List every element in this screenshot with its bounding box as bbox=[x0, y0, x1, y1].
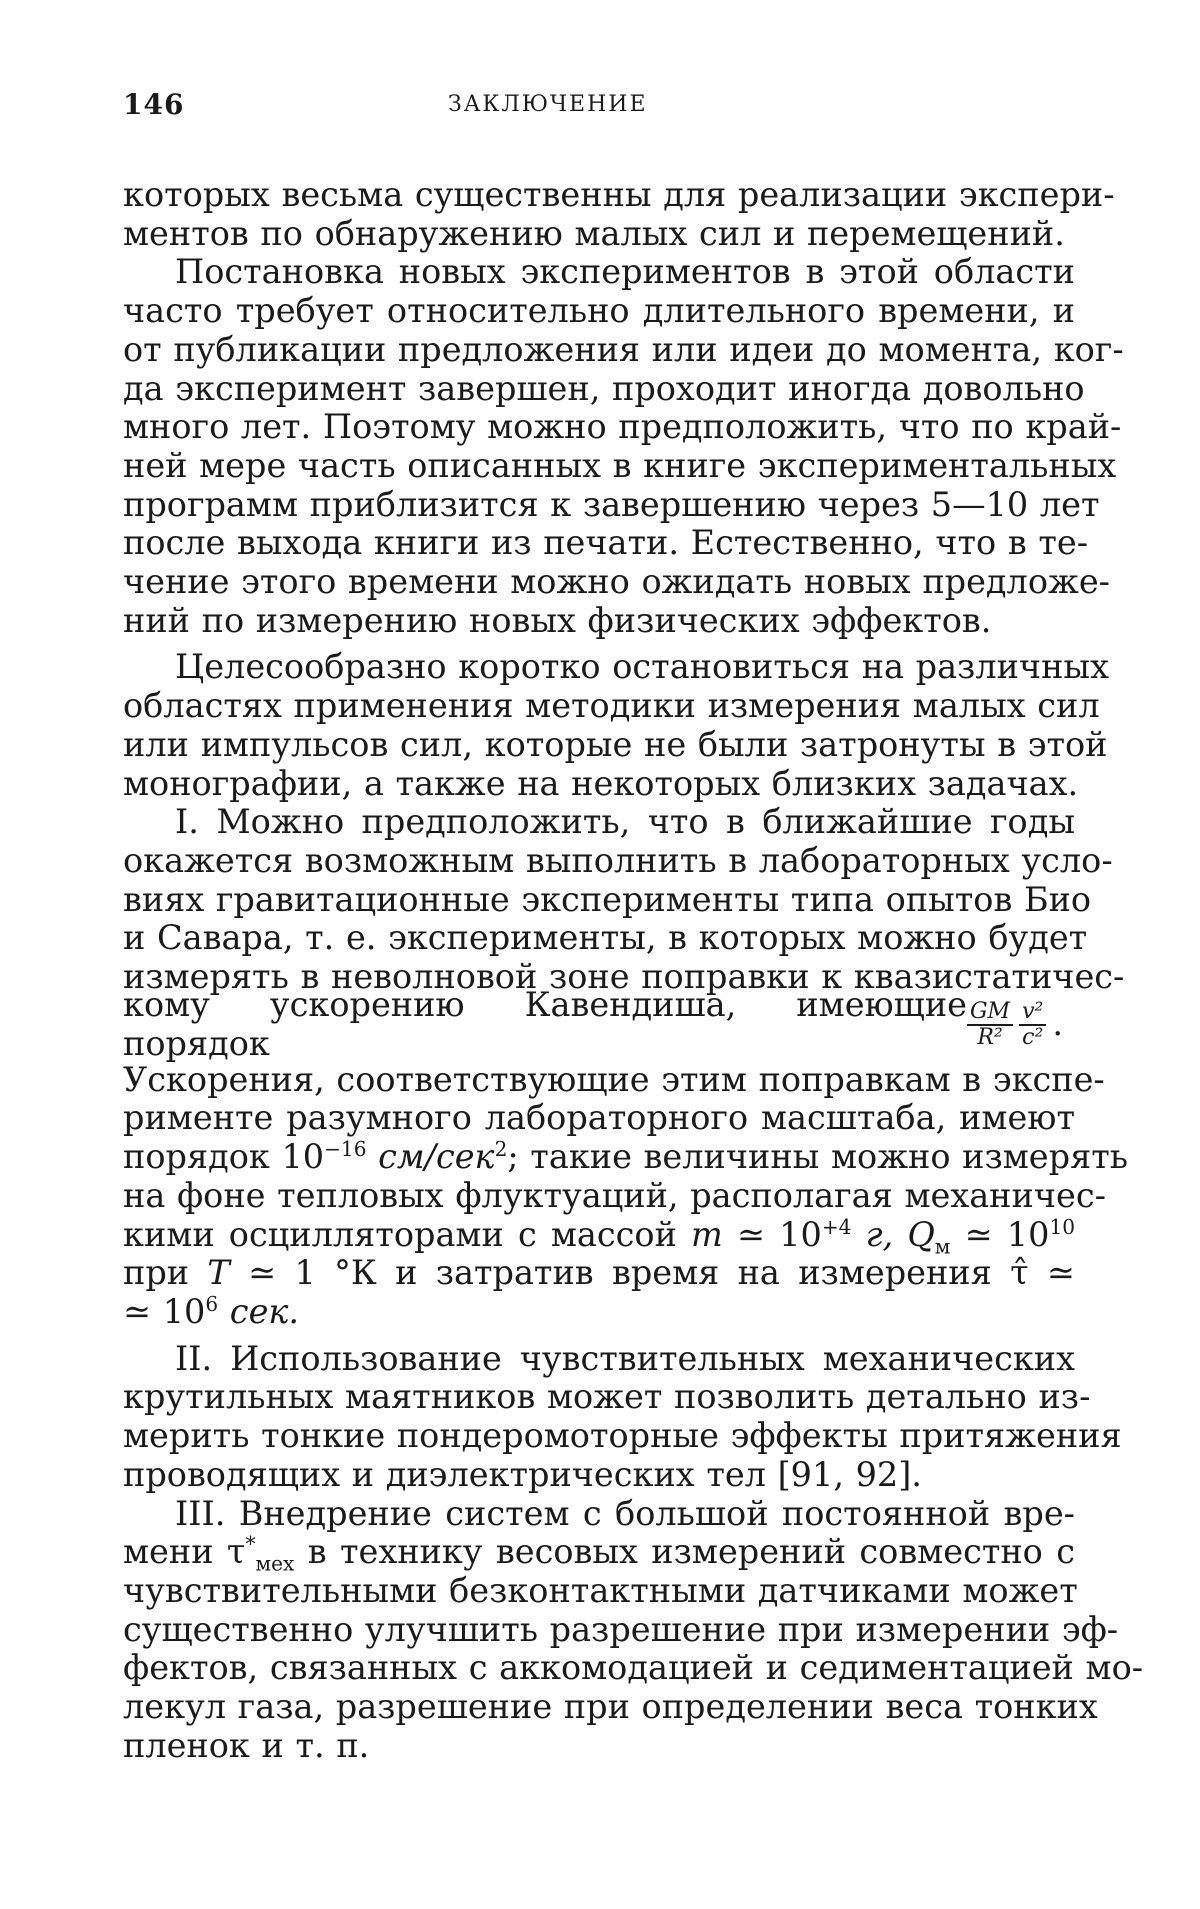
exponent: 2 bbox=[494, 1137, 508, 1162]
fraction-numerator: GM bbox=[967, 1000, 1013, 1026]
exponent: −16 bbox=[324, 1137, 367, 1162]
text-line: на фоне тепловых флуктуаций, располагая механичес- bbox=[123, 1175, 1106, 1215]
text-line: чение этого времени можно ожидать новых предложе- bbox=[123, 562, 1110, 602]
text-fragment: ; такие величины можно измерять bbox=[507, 1137, 1128, 1177]
text-line: крутильных маятников может позволить детально из- bbox=[123, 1377, 1091, 1417]
text-line: да эксперимент завершен, проходит иногда довольно bbox=[123, 368, 1085, 408]
text-line: лекул газа, разрешение при определении веса тонких bbox=[123, 1687, 1098, 1727]
text-line: монографии, а также на некоторых близких задачах. bbox=[123, 763, 1079, 803]
symbol-t: T bbox=[207, 1253, 230, 1293]
text-fragment: кому ускорению Кавендиша, имеющие порядок bbox=[123, 985, 967, 1063]
text-line: рименте разумного лабораторного масштаба, имеют bbox=[123, 1098, 1075, 1138]
text-line: III. Внедрение систем с большой постоянной вре- bbox=[175, 1493, 1075, 1533]
text-line: пленок и т. п. bbox=[123, 1725, 370, 1765]
subscript: м bbox=[934, 1234, 951, 1259]
unit-text: см/сек bbox=[366, 1137, 495, 1177]
page-number: 146 bbox=[123, 88, 185, 121]
paragraph-new-experiments bbox=[123, 252, 1124, 640]
text-line: II. Использование чувствительных механических bbox=[175, 1338, 1075, 1378]
symbol-q: Q bbox=[907, 1214, 935, 1254]
formula-line bbox=[123, 985, 1075, 1063]
text-fragment: мени τ bbox=[123, 1532, 246, 1572]
paragraph-item-2 bbox=[123, 1338, 1122, 1495]
paragraph-applications bbox=[123, 647, 1109, 803]
formula-period: . bbox=[1052, 1004, 1063, 1044]
text-fragment: при bbox=[123, 1253, 208, 1293]
text-line-temperature bbox=[123, 1254, 1075, 1293]
text-line: ней мере часть описанных в книге экспериментальных bbox=[123, 445, 1117, 485]
text-line: и Савара, т. е. эксперименты, в которых можно будет bbox=[123, 918, 1088, 958]
text-line: ний по измерению новых физических эффектов. bbox=[123, 600, 992, 640]
exponent: 10 bbox=[1049, 1214, 1076, 1239]
text-fragment: г, bbox=[851, 1214, 908, 1254]
paragraph-continued bbox=[123, 175, 1115, 253]
book-page bbox=[123, 88, 1144, 1765]
text-line: окажется возможным выполнить в лабораторных усло- bbox=[123, 840, 1113, 880]
text-fragment: ≃ 1 °К и затратив время на измерения τ̂ ≃ bbox=[229, 1253, 1075, 1293]
fraction-denominator: R² bbox=[977, 1024, 1003, 1050]
text-line-oscillator-mass bbox=[123, 1214, 1076, 1259]
text-line: Постановка новых экспериментов в этой области bbox=[175, 252, 1075, 292]
text-fragment: ≃ 10 bbox=[950, 1214, 1050, 1254]
text-line: от публикации предложения или идеи до момента, ког- bbox=[123, 329, 1124, 369]
text-line: часто требует относительно длительного времени, и bbox=[123, 291, 1075, 331]
text-fragment: в технику весовых измерений совместно с bbox=[294, 1532, 1075, 1572]
exponent: +4 bbox=[821, 1214, 852, 1239]
text-fragment: кими осцилляторами с массой bbox=[123, 1214, 692, 1254]
text-line: которых весьма существенны для реализации экспери- bbox=[123, 175, 1115, 214]
fraction-denominator: c² bbox=[1022, 1024, 1044, 1050]
text-line-time bbox=[123, 1293, 1075, 1332]
formula-order bbox=[967, 1000, 1063, 1050]
text-line: существенно улучшить разрешение при измерении эф- bbox=[123, 1609, 1119, 1649]
text-line: измерять в неволновой зоне поправки к квазистатичес- bbox=[123, 957, 1125, 997]
unit-text: сек. bbox=[218, 1291, 300, 1331]
text-line-tau bbox=[123, 1532, 1075, 1576]
text-line: проводящих и диэлектрических тел [91, 92]. bbox=[123, 1454, 922, 1494]
paragraph-item-3 bbox=[123, 1493, 1144, 1766]
text-fragment: ≃ 10 bbox=[123, 1291, 206, 1331]
fraction-numerator: v² bbox=[1019, 1000, 1046, 1026]
fraction-gm-r2 bbox=[967, 1000, 1013, 1050]
text-line: ментов по обнаружению малых сил и перемещений. bbox=[123, 213, 1065, 253]
text-fragment: ≃ 10 bbox=[722, 1214, 822, 1254]
text-line: виях гравитационные эксперименты типа опытов Био bbox=[123, 879, 1092, 919]
text-line: после выхода книги из печати. Естественно, что в те- bbox=[123, 523, 1089, 563]
text-line: мерить тонкие пондеромоторные эффекты притяжения bbox=[123, 1416, 1122, 1456]
text-line-acceleration-order bbox=[123, 1137, 1128, 1177]
symbol-m: m bbox=[691, 1214, 723, 1254]
text-fragment: порядок 10 bbox=[123, 1137, 325, 1177]
subscript: мех bbox=[255, 1551, 295, 1576]
exponent: 6 bbox=[205, 1291, 219, 1316]
text-line: программ приблизится к завершению через 5—10 лет bbox=[123, 484, 1100, 524]
paragraph-item-1 bbox=[123, 802, 1128, 1331]
text-line: Целесообразно коротко остановиться на различных bbox=[175, 647, 1109, 687]
text-line: фектов, связанных с аккомодацией и седиментацией мо- bbox=[123, 1648, 1144, 1688]
superscript: * bbox=[245, 1532, 256, 1557]
running-title: ЗАКЛЮЧЕНИЕ bbox=[448, 92, 648, 117]
text-line: I. Можно предположить, что в ближайшие годы bbox=[175, 802, 1075, 842]
text-line: или импульсов сил, которые не были затронуты в этой bbox=[123, 724, 1108, 764]
text-line: много лет. Поэтому можно предположить, что по край- bbox=[123, 407, 1122, 447]
body-text bbox=[123, 175, 1144, 1765]
text-line: Ускорения, соответствующие этим поправкам в экспе- bbox=[123, 1059, 1105, 1099]
text-line: областях применения методики измерения малых сил bbox=[123, 686, 1100, 726]
fraction-v2-c2 bbox=[1019, 1000, 1046, 1050]
page-header bbox=[123, 88, 1075, 128]
text-line: чувствительными безконтактными датчиками может bbox=[123, 1570, 1078, 1610]
